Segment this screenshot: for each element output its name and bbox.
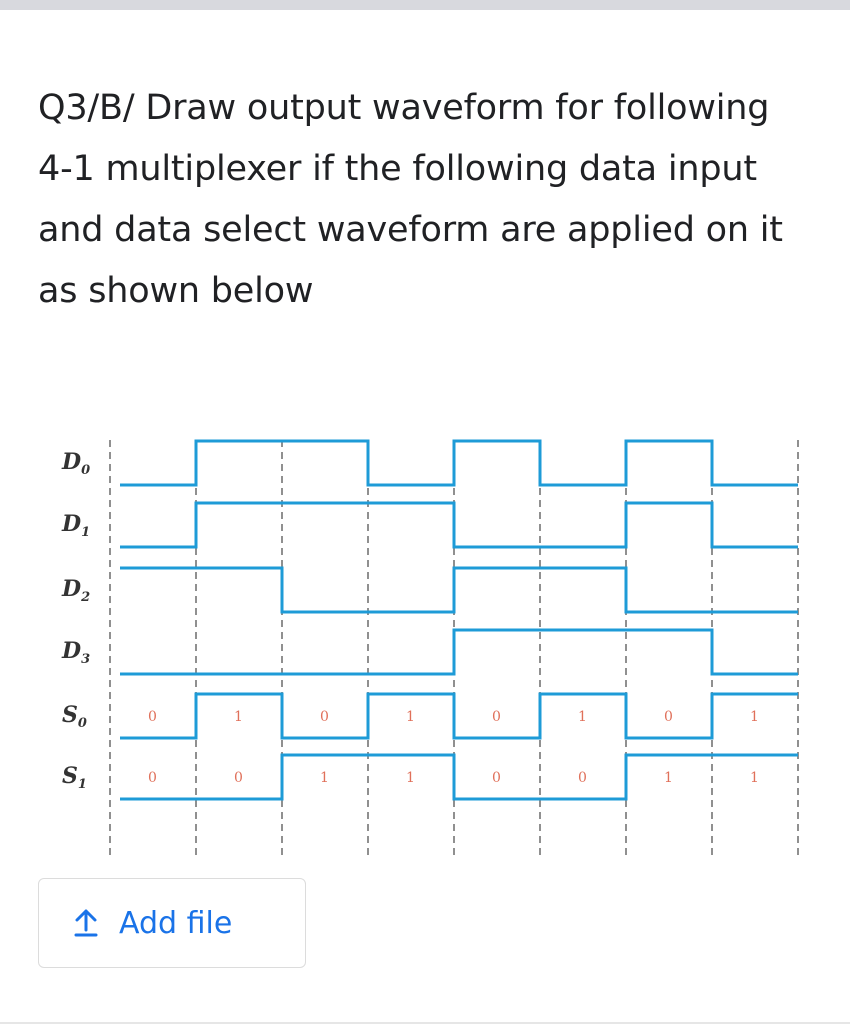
bit-label-s0: 0 (492, 709, 501, 725)
bit-label-s0: 1 (578, 709, 587, 725)
signal-label-d0: $D_0$ (62, 449, 91, 478)
bit-label-s0: 1 (234, 709, 243, 725)
bit-label-s1: 0 (492, 770, 501, 786)
question-line-4: as shown below (38, 271, 314, 311)
bit-label-s1: 0 (234, 770, 243, 786)
bit-label-s0: 1 (406, 709, 415, 725)
signal-label-d2: $D_2$ (62, 576, 91, 605)
question-line-2: 4-1 multiplexer if the following data input (38, 149, 757, 189)
bit-label-s1: 1 (320, 770, 329, 786)
bit-label-s1: 0 (148, 770, 157, 786)
signal-label-s0: $S_0$ (62, 702, 87, 731)
waveform-d0 (120, 441, 798, 485)
question-line-1: Q3/B/ Draw output waveform for following (38, 88, 770, 128)
add-file-label: Add file (119, 905, 233, 941)
waveform-s1 (120, 755, 798, 799)
bit-label-s1: 1 (664, 770, 673, 786)
upload-icon (73, 908, 99, 938)
waveform-d3 (120, 630, 798, 674)
signal-label-d3: $D_3$ (62, 638, 91, 667)
question-text (38, 78, 838, 322)
bit-label-s0: 1 (750, 709, 759, 725)
mux-waveform-diagram (0, 420, 850, 870)
waveform-s0 (120, 694, 798, 738)
add-file-button[interactable] (38, 878, 306, 968)
waveform-d2 (120, 568, 798, 612)
signal-waveforms (120, 441, 798, 799)
question-line-3: and data select waveform are applied on it (38, 210, 783, 250)
bit-label-s0: 0 (320, 709, 329, 725)
top-bar (0, 0, 850, 10)
bit-label-s1: 1 (750, 770, 759, 786)
signal-labels (61, 449, 90, 792)
bit-label-s0: 0 (664, 709, 673, 725)
waveform-d1 (120, 503, 798, 547)
bit-label-s0: 0 (148, 709, 157, 725)
signal-label-d1: $D_1$ (62, 511, 91, 540)
bit-label-s1: 0 (578, 770, 587, 786)
signal-label-s1: $S_1$ (62, 763, 87, 792)
bit-label-s1: 1 (406, 770, 415, 786)
